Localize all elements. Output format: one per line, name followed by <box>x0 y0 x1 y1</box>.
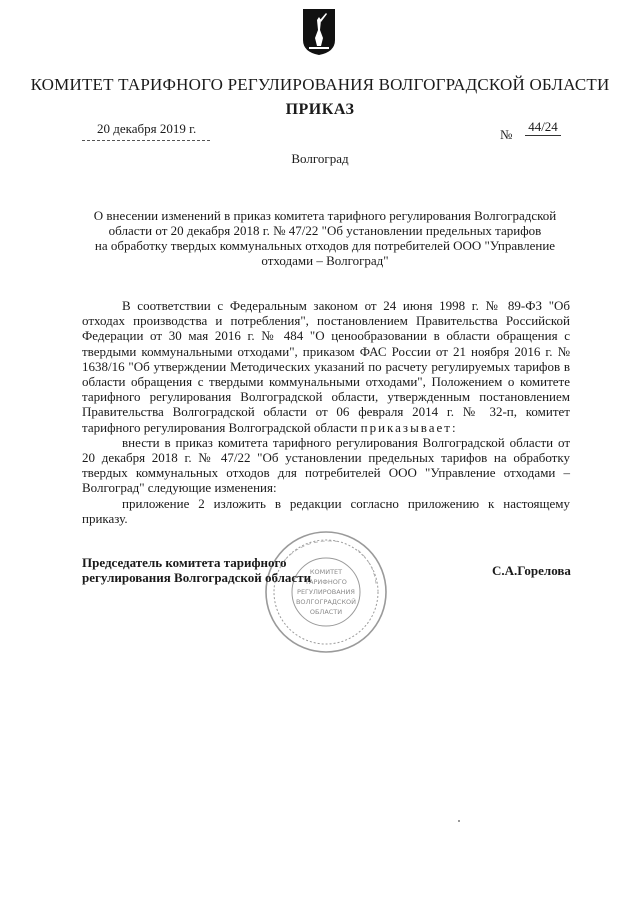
number-label: № <box>500 127 513 142</box>
subject-line: О внесении изменений в приказ комитета тарифного регулирования Волгоградской <box>93 208 557 223</box>
body-paragraph-2: внести в приказ комитета тарифного регулирования Волгоградской области от 20 декабря 2018 г. № 47/22 "Об установлении предельных тарифов на обработку твердых коммунальных отходов для потребителей ООО "Управление отходами – Волгоград" следующие изменения: <box>82 434 570 496</box>
date-underline <box>82 140 210 141</box>
seal-line: РЕГУЛИРОВАНИЯ <box>297 588 355 596</box>
body-paragraph-1-text: В соответствии с Федеральным законом от 24 июня 1998 г. № 89-ФЗ "Об отходах производства и потребления", постановлением Правительства Российской Федерации от 30 мая 2016 г. № 484 "О ценообразовании в области обращения с твердыми коммунальными отходами", приказом ФАС России от 21 ноября 2016 г. № 1638/16 "Об утверждении Методических указаний по расчету регулируемых тарифов в области обращения с твердыми коммунальными отходами", Положением о комитете тарифного регулирования Волгоградской области, утвержденным постановлением Правительства Волгоградской области от 06 февраля 2014 г. № 32-п, комитет тарифного регулирования Волгоградской области <box>82 298 570 435</box>
seal-line: ТАРИФНОГО <box>305 578 347 586</box>
signatory-position <box>82 555 311 585</box>
body-paragraph-3: приложение 2 изложить в редакции согласно приложению к настоящему приказу. <box>82 495 570 526</box>
subject-line: отходами – Волгоград" <box>261 253 389 268</box>
subject-line: на обработку твердых коммунальных отходов для потребителей ООО "Управление <box>94 238 556 253</box>
committee-name: КОМИТЕТ ТАРИФНОГО РЕГУЛИРОВАНИЯ ВОЛГОГРАДСКОЙ ОБЛАСТИ <box>30 75 610 94</box>
signatory-position-line: регулирования Волгоградской области <box>82 570 312 585</box>
seal-line: ВОЛГОГРАДСКОЙ <box>295 598 357 606</box>
seal-line: КОМИТЕТ <box>309 568 343 576</box>
document-type: ПРИКАЗ <box>285 101 355 118</box>
seal-line: ОБЛАСТИ <box>309 608 343 616</box>
signatory-name: С.А.Горелова <box>492 563 571 578</box>
scan-speck <box>458 820 460 822</box>
document-date: 20 декабря 2019 г. <box>97 121 197 136</box>
official-seal-icon <box>262 528 390 656</box>
order-word: приказывает: <box>360 419 458 435</box>
subject-line: области от 20 декабря 2018 г. № 47/22 "Об установлении предельных тарифов <box>108 223 542 238</box>
document-subject <box>90 208 560 268</box>
signatory-position-line: Председатель комитета тарифного <box>82 555 287 570</box>
coat-of-arms-icon <box>302 8 336 56</box>
document-body <box>82 298 570 526</box>
body-paragraph-1 <box>82 298 570 435</box>
document-city: Волгоград <box>291 151 349 166</box>
document-number: 44/24 <box>525 119 561 136</box>
